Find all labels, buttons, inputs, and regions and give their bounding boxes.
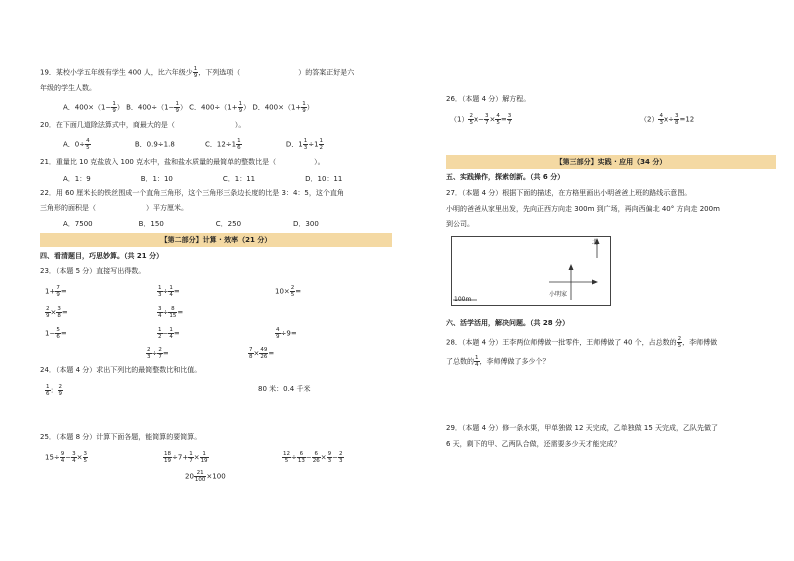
q26-eq2: （2） $\frac{4}{3}$ x÷ $\frac{3}{8}$ =12 (640, 113, 695, 126)
q19-options: A．400×（1− $\frac{1}{9}$ ） B．400÷（1− $\frac{1}{9}$ ） C．400÷（1+ $\frac{1}{9}$ ） D．400×（1+ $\frac{1}{9}$ ） (63, 101, 314, 114)
q27-line3: 到公司。 (446, 220, 474, 228)
q28-line1: 28．（本题 4 分）王李两位师傅做一批零件，王师傅做了 40 个，占总数的 $\frac{2}{5}$ ，李师傅做 (446, 336, 718, 349)
q23-item: $\frac{1}{3}$ ÷ $\frac{1}{4}$ = (158, 285, 180, 298)
q25-expr1: 15÷ $\frac{9}{4}$ − $\frac{3}{4}$ × $\frac{3}{5}$ (45, 451, 88, 464)
q25-title: 25．（本题 8 分）计算下面各题，能简算的要简算。 (40, 433, 202, 441)
q19-line1: 19．某校小学五年级有学生 400 人，比六年级少 $\frac{1}{9}$ ，下列选项（ ）的答案正好是六 (40, 66, 355, 79)
q26-title: 26．（本题 4 分）解方程。 (446, 95, 531, 103)
q29-line1: 29．（本题 4 分）修一条水渠，甲单独做 12 天完成，乙单独做 15 天完成，乙队先做了 (446, 424, 719, 432)
section-six-title: 六、活学活用，解决问题。（共 28 分） (446, 319, 570, 327)
q22-line2: 三角形的面积是（ ）平方厘米。 (40, 204, 188, 212)
q28-line2: 了总数的 $\frac{1}{4}$ ，李师傅做了多少个？ (446, 355, 550, 368)
q23-item: $\frac{7}{8}$ × $\frac{49}{26}$ = (249, 347, 275, 360)
q22-options: A．7500 B．150 C．250 D．300 (63, 220, 319, 228)
q24-ratio2: 80 米：0.4 千米 (258, 385, 311, 393)
q21-stem: 21．重量比 10 克盐放入 100 克水中，盐和盐水质量的最简单的整数比是（ ）。 (40, 158, 325, 166)
q25-expr2: $\frac{18}{19}$ ÷7+ $\frac{1}{7}$ × $\frac{1}{19}$ (164, 451, 208, 464)
q25-expr4: 20 $\frac{21}{100}$ ×100 (185, 470, 226, 483)
home-label: 小明家 (549, 291, 568, 298)
q24-ratio1: $\frac{1}{6}$ ： $\frac{2}{9}$ (46, 384, 62, 397)
q23-item: $\frac{1}{2}$ − $\frac{1}{4}$ = (158, 327, 180, 340)
q25-expr3: $\frac{12}{5}$ ÷ $\frac{6}{13}$ − $\frac{6}{26}$ × $\frac{9}{3}$ − $\frac{2}{3}$ (283, 451, 343, 464)
q23-item: $\frac{2}{3}$ ÷ $\frac{2}{7}$ = (147, 347, 169, 360)
q23-item: $\frac{4}{9}$ ÷9= (276, 327, 297, 340)
q27-line1: 27．（本题 4 分）根据下面的描述，在方格里画出小明爸爸上班的路线示意图。 (446, 189, 692, 197)
route-map-drawing (451, 236, 611, 306)
q24-title: 24．（本题 4 分）求出下列比的最简整数比和比值。 (40, 366, 202, 374)
q29-line2: 6 天，剩下的甲、乙两队合做，还需要多少天才能完成？ (446, 440, 621, 448)
fraction: $\frac{1}{9}$ (193, 66, 198, 79)
section-four-title: 四、看清题目，巧思妙算。（共 21 分） (40, 252, 164, 260)
q23-item: 10× $\frac{2}{5}$ = (275, 285, 302, 298)
section-five-title: 五、实践操作，探索创新。（共 6 分） (446, 173, 565, 181)
q21-options: A．1：9 B．1：10 C．1：11 D．10：11 (63, 175, 343, 183)
q20-options: A．0÷ $\frac{4}{5}$ B．0.9÷1.8 C．12÷1 $\frac{1}{6}$ D．1 $\frac{1}{3}$ ÷1 $\frac{1}{2}$ (63, 138, 324, 151)
scale-label: 100m (454, 296, 472, 303)
q26-eq1: （1） $\frac{2}{5}$ x− $\frac{3}{7}$ × $\frac{4}{5}$ = $\frac{3}{7}$ (450, 113, 512, 126)
q23-item: $\frac{2}{9}$ × $\frac{3}{8}$ = (46, 306, 68, 319)
q27-line2: 小明的爸爸从家里出发，先向正西方向走 300m 到广场，再向西偏北 40° 方向走 200m (446, 205, 720, 213)
north-label: 北 (592, 239, 599, 246)
q23-item: $\frac{3}{4}$ ÷ $\frac{8}{15}$ = (158, 306, 184, 319)
q23-item: 1− $\frac{5}{6}$ = (45, 327, 67, 340)
q20-stem: 20．在下面几道除法算式中，商最大的是（ ）。 (40, 121, 246, 129)
q23-item: 1+ $\frac{7}{9}$ = (45, 285, 67, 298)
q23-title: 23．（本题 5 分）直接写出得数。 (40, 267, 146, 275)
section-header-part2: 【第二部分】计算 · 效率（21 分） (40, 233, 392, 247)
q19-line2: 年级的学生人数。 (40, 84, 96, 92)
q22-line1: 22．用 60 厘米长的铁丝围成一个直角三角形，这个三角形三条边长度的比是 3：4：5，这个直角 (40, 189, 344, 197)
section-header-part3: 【第三部分】实践 · 应用（34 分） (446, 155, 776, 169)
